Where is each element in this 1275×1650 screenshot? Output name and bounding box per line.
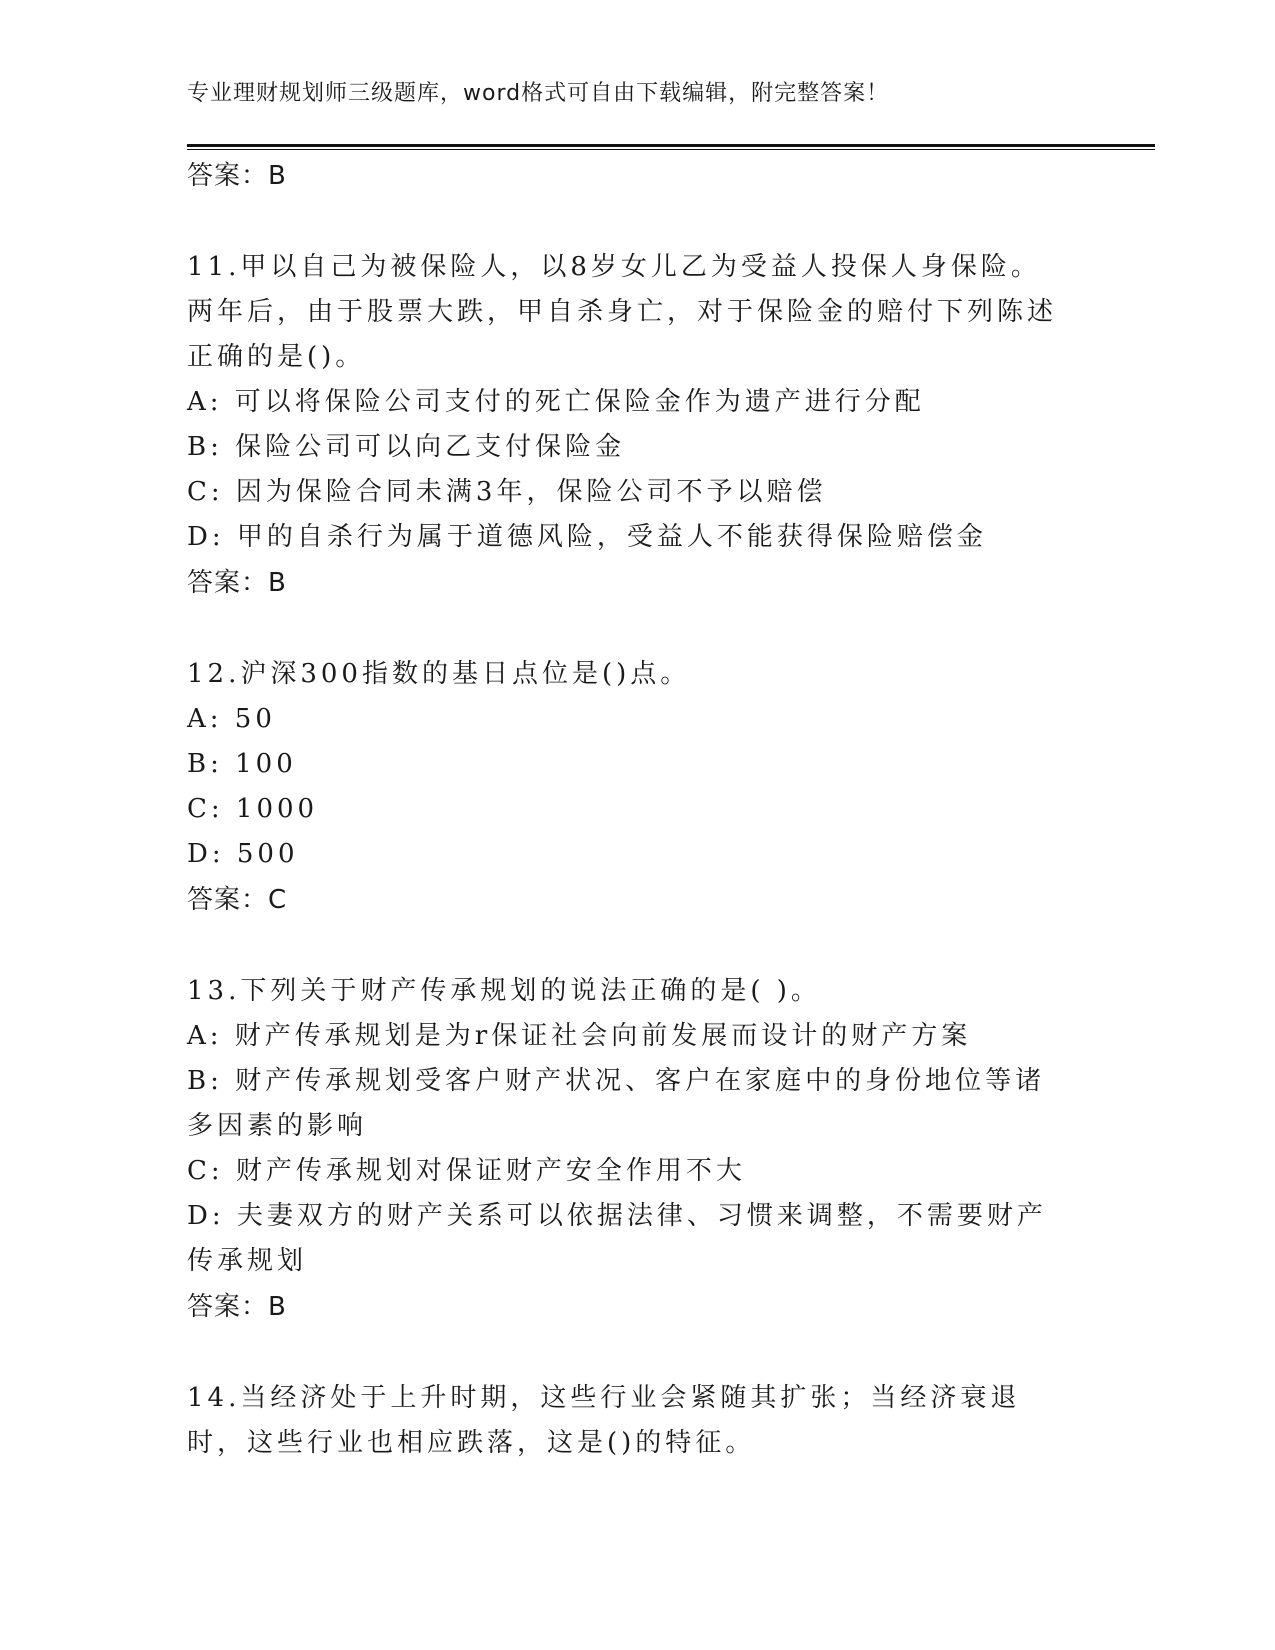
question-stem: 14.当经济处于上升时期，这些行业会紧随其扩张；当经济衰退时，这些行业也相应跌落，这是()的特征。 <box>187 1383 1021 1458</box>
spacer <box>187 606 1067 652</box>
option-d: D: 夫妻双方的财产关系可以依据法律、习惯来调整，不需要财产传承规划 <box>187 1201 1047 1276</box>
header-divider <box>187 144 1155 150</box>
spacer <box>187 199 1067 245</box>
option-d: D: 500 <box>187 839 299 869</box>
question-14 <box>187 1376 1067 1466</box>
question-stem: 13.下列关于财产传承规划的说法正确的是( )。 <box>187 976 821 1006</box>
question-12 <box>187 652 1067 923</box>
option-c: C: 因为保险合同未满3年，保险公司不予以赔偿 <box>187 477 827 507</box>
answer-line: 答案：C <box>187 885 288 915</box>
question-13 <box>187 969 1067 1330</box>
question-stem: 11.甲以自己为被保险人，以8岁女儿乙为受益人投保人身保险。两年后，由于股票大跌，甲自杀身亡，对于保险金的赔付下列陈述正确的是()。 <box>187 252 1058 372</box>
question-11 <box>187 245 1067 606</box>
option-a: A: 可以将保险公司支付的死亡保险金作为遗产进行分配 <box>187 387 925 417</box>
option-d: D: 甲的自杀行为属于道德风险，受益人不能获得保险赔偿金 <box>187 522 987 552</box>
question-stem: 12.沪深300指数的基日点位是()点。 <box>187 659 691 689</box>
option-b: B: 财产传承规划受客户财产状况、客户在家庭中的身份地位等诸多因素的影响 <box>187 1066 1046 1141</box>
option-a: A: 财产传承规划是为r保证社会向前发展而设计的财产方案 <box>187 1021 972 1051</box>
option-b: B: 100 <box>187 749 297 779</box>
document-body <box>187 153 1067 1466</box>
option-b: B: 保险公司可以向乙支付保险金 <box>187 432 626 462</box>
spacer <box>187 1330 1067 1376</box>
spacer <box>187 923 1067 969</box>
page-header: 专业理财规划师三级题库，word格式可自由下载编辑，附完整答案！ <box>187 81 890 106</box>
answer-line: 答案：B <box>187 568 287 598</box>
answer-line: 答案：B <box>187 161 287 191</box>
option-c: C: 财产传承规划对保证财产安全作用不大 <box>187 1156 746 1186</box>
option-a: A: 50 <box>187 704 276 734</box>
option-c: C: 1000 <box>187 794 319 824</box>
answer-line: 答案：B <box>187 1292 287 1322</box>
